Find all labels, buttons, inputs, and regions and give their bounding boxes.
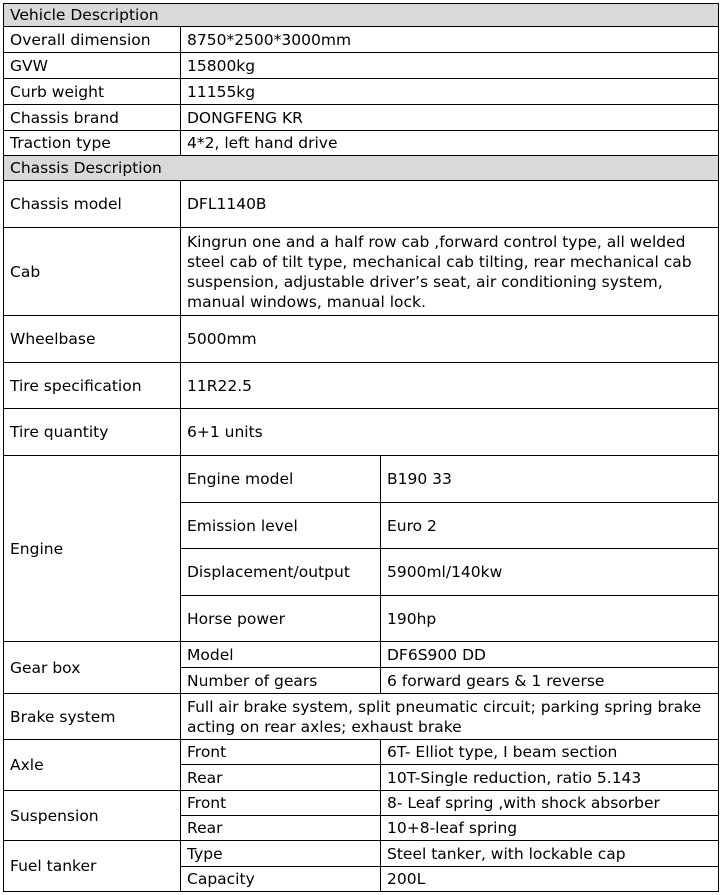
sub-value: 190hp — [381, 596, 719, 642]
section-heading: Chassis Description — [4, 156, 719, 181]
row-value: 4*2, left hand drive — [181, 131, 719, 156]
row-label: Wheelbase — [4, 316, 181, 363]
table-row — [4, 131, 719, 156]
table-row — [4, 841, 719, 867]
sub-value: Euro 2 — [381, 503, 719, 549]
sub-value: 8- Leaf spring ,with shock absorber — [381, 791, 719, 816]
sub-label: Rear — [181, 765, 381, 791]
group-label: Fuel tanker — [4, 841, 181, 892]
section-row-chassis — [4, 156, 719, 181]
table-row — [4, 456, 719, 503]
group-label: Engine — [4, 456, 181, 642]
sub-label: Capacity — [181, 867, 381, 892]
table-row — [4, 27, 719, 53]
sub-label: Front — [181, 740, 381, 765]
sub-value: 6 forward gears & 1 reverse — [381, 668, 719, 694]
row-value: Full air brake system, split pneumatic circuit; parking spring brake acting on rear axles; exhaust brake — [181, 694, 719, 740]
section-heading: Vehicle Description — [4, 4, 719, 27]
table-row — [4, 740, 719, 765]
row-value: 6+1 units — [181, 409, 719, 456]
row-label: Tire specification — [4, 363, 181, 409]
sub-label: Displacement/output — [181, 549, 381, 596]
sub-label: Engine model — [181, 456, 381, 503]
row-label: GVW — [4, 53, 181, 79]
row-value: 11R22.5 — [181, 363, 719, 409]
sub-value: 10T-Single reduction, ratio 5.143 — [381, 765, 719, 791]
spec-table — [3, 3, 719, 892]
table-row — [4, 694, 719, 740]
group-label: Suspension — [4, 791, 181, 841]
row-value: DFL1140B — [181, 181, 719, 228]
table-row — [4, 409, 719, 456]
table-row — [4, 53, 719, 79]
row-value: 8750*2500*3000mm — [181, 27, 719, 53]
table-row — [4, 363, 719, 409]
row-label: Tire quantity — [4, 409, 181, 456]
table-row — [4, 791, 719, 816]
group-label: Axle — [4, 740, 181, 791]
row-label: Traction type — [4, 131, 181, 156]
table-row — [4, 79, 719, 105]
row-value: 11155kg — [181, 79, 719, 105]
row-label: Curb weight — [4, 79, 181, 105]
row-label: Chassis brand — [4, 105, 181, 131]
row-value: 15800kg — [181, 53, 719, 79]
group-label: Gear box — [4, 642, 181, 694]
sub-value: 5900ml/140kw — [381, 549, 719, 596]
sub-value: DF6S900 DD — [381, 642, 719, 668]
row-label: Cab — [4, 228, 181, 316]
sub-value: B190 33 — [381, 456, 719, 503]
table-row — [4, 642, 719, 668]
sub-value: 6T- Elliot type, I beam section — [381, 740, 719, 765]
table-row — [4, 228, 719, 316]
table-row — [4, 181, 719, 228]
sub-value: Steel tanker, with lockable cap — [381, 841, 719, 867]
sub-label: Model — [181, 642, 381, 668]
section-row-vehicle — [4, 4, 719, 27]
row-label: Overall dimension — [4, 27, 181, 53]
sub-label: Number of gears — [181, 668, 381, 694]
table-row — [4, 105, 719, 131]
sub-label: Horse power — [181, 596, 381, 642]
sub-value: 200L — [381, 867, 719, 892]
sub-label: Front — [181, 791, 381, 816]
row-value: Kingrun one and a half row cab ,forward control type, all welded steel cab of tilt type, mechanical cab tilting, rear mechanical cab suspension, adjustable driver’s seat, air conditioning system, manual windows, manual lock. — [181, 228, 719, 316]
sub-label: Rear — [181, 816, 381, 841]
table-row — [4, 316, 719, 363]
sub-label: Type — [181, 841, 381, 867]
sub-label: Emission level — [181, 503, 381, 549]
row-label: Brake system — [4, 694, 181, 740]
sub-value: 10+8-leaf spring — [381, 816, 719, 841]
row-label: Chassis model — [4, 181, 181, 228]
row-value: 5000mm — [181, 316, 719, 363]
row-value: DONGFENG KR — [181, 105, 719, 131]
